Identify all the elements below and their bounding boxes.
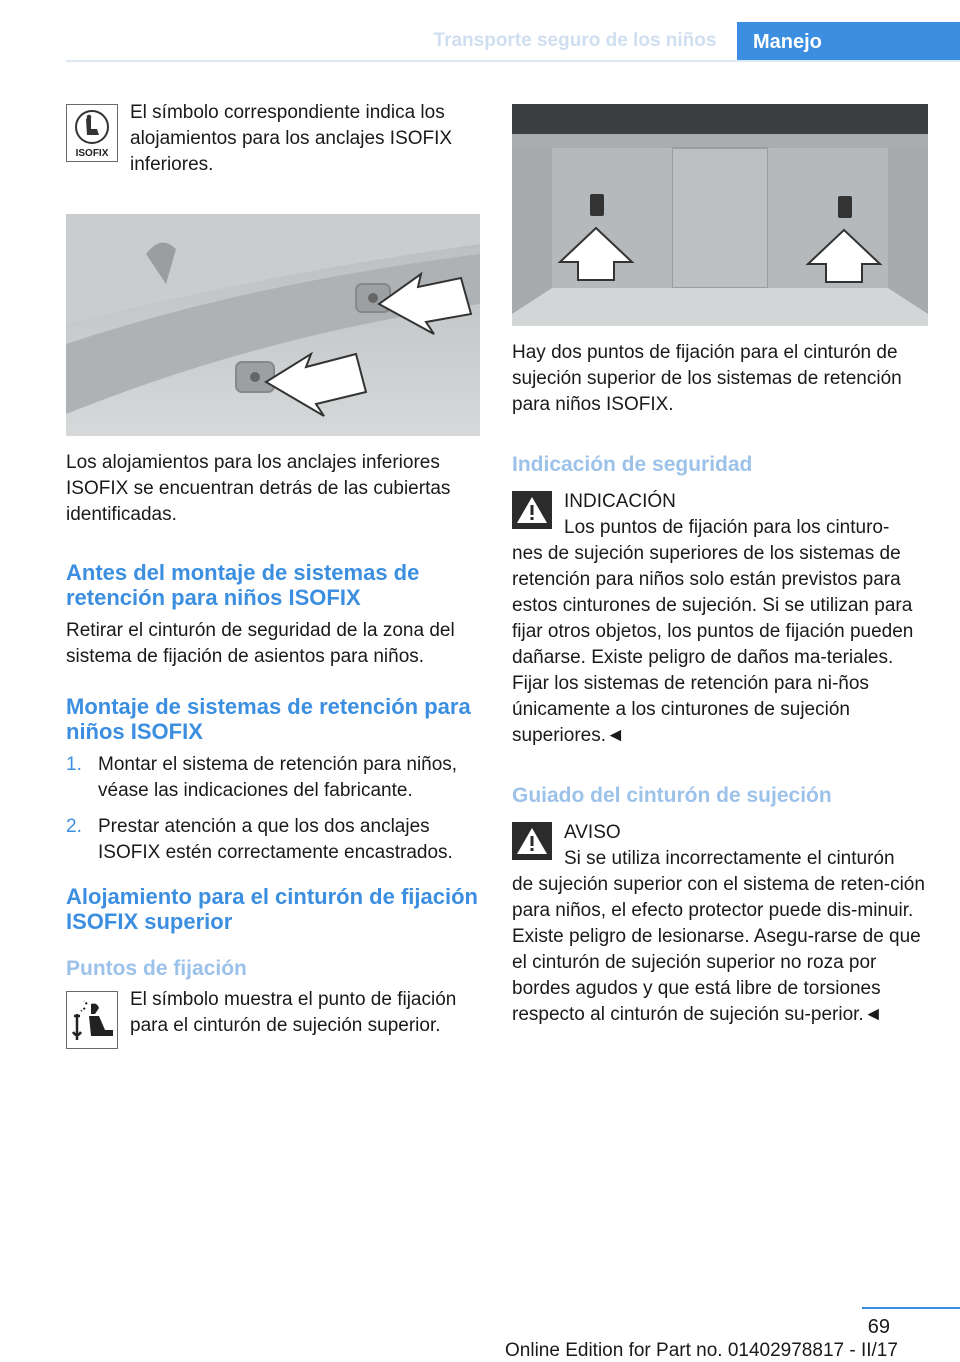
warning-block xyxy=(512,820,932,1028)
lower-anchor-photo xyxy=(66,214,480,436)
list-item: 1. Montar el sistema de retención para niños, véase las indicaciones del fabricante. xyxy=(66,754,458,801)
isofix-symbol-row xyxy=(66,100,486,178)
notice-text: nes de sujeción superiores de los sistemas de retención para niños solo están previstos para estos cinturones de sujeción. Si se utilizan para fijar otros objetos, los puntos de fijación pueden dañarse. Existe peligro de daños ma-teriales. Fijar los sistemas de retención para ni-ños únicamente a los cinturones de sujeción superiores.◄ xyxy=(512,543,914,746)
warning-first-line: Si se utiliza incorrectamente el cinturón xyxy=(564,848,895,869)
lower-anchor-caption: Los alojamientos para los anclajes inferiores ISOFIX se encuentran detrás de las cubiertas identificadas. xyxy=(66,452,451,525)
warning-text: de sujeción superior con el sistema de reten-ción para niños, el efecto protector puede dis-minuir. Existe peligro de lesionarse. Asegu-rarse de que el cinturón de sujeción superior no roza por bordes agudos y que está libre de torsiones respecto al cinturón de sujeción su-perior.◄ xyxy=(512,874,925,1025)
warning-triangle-icon xyxy=(512,822,552,860)
isofix-symbol-label: ISOFIX xyxy=(75,148,109,159)
heading-top-tether-housing: Alojamiento para el cinturón de fijación ISOFIX superior xyxy=(66,884,478,934)
notice-block xyxy=(512,489,932,749)
edition-note: Online Edition for Part no. 01402978817 - II/17 xyxy=(505,1340,898,1361)
left-column xyxy=(66,100,486,1047)
heading-anchor-points: Puntos de fijación xyxy=(66,957,247,980)
footer-rule xyxy=(862,1307,960,1309)
right-column xyxy=(512,104,932,1028)
isofix-symbol-text: El símbolo correspondiente indica los alojamientos para los anclajes ISOFIX inferiores. xyxy=(130,102,453,175)
heading-mounting: Montaje de sistemas de retención para niños ISOFIX xyxy=(66,694,471,744)
warning-triangle-icon xyxy=(512,491,552,529)
top-tether-symbol-icon xyxy=(66,991,118,1049)
anchor-point-symbol-text: El símbolo muestra el punto de fijación para el cinturón de sujeción superior. xyxy=(130,989,457,1036)
header-rule xyxy=(66,60,960,62)
heading-tether-routing: Guiado del cinturón de sujeción xyxy=(512,784,832,807)
top-tether-caption: Hay dos puntos de fijación para el cinturón de sujeción superior de los sistemas de retención para niños ISOFIX. xyxy=(512,342,902,415)
heading-before-mounting: Antes del montaje de sistemas de retención para niños ISOFIX xyxy=(66,560,420,610)
isofix-symbol-icon xyxy=(66,104,118,162)
top-tether-photo xyxy=(512,104,928,326)
mounting-steps xyxy=(66,752,486,866)
before-mounting-text: Retirar el cinturón de seguridad de la zona del sistema de fijación de asientos para niños. xyxy=(66,620,455,667)
heading-safety-note: Indicación de seguridad xyxy=(512,453,753,476)
chapter-tab: Manejo xyxy=(737,22,960,62)
list-item: 2. Prestar atención a que los dos anclajes ISOFIX estén correctamente encastrados. xyxy=(66,816,453,863)
anchor-point-symbol-row xyxy=(66,987,486,1047)
page-number: 69 xyxy=(867,1316,890,1338)
warning-label: AVISO xyxy=(564,822,621,843)
notice-label: INDICACIÓN xyxy=(564,491,676,512)
running-header-section: Transporte seguro de los niños xyxy=(433,30,717,51)
notice-first-line: Los puntos de fijación para los cinturo- xyxy=(564,517,890,538)
